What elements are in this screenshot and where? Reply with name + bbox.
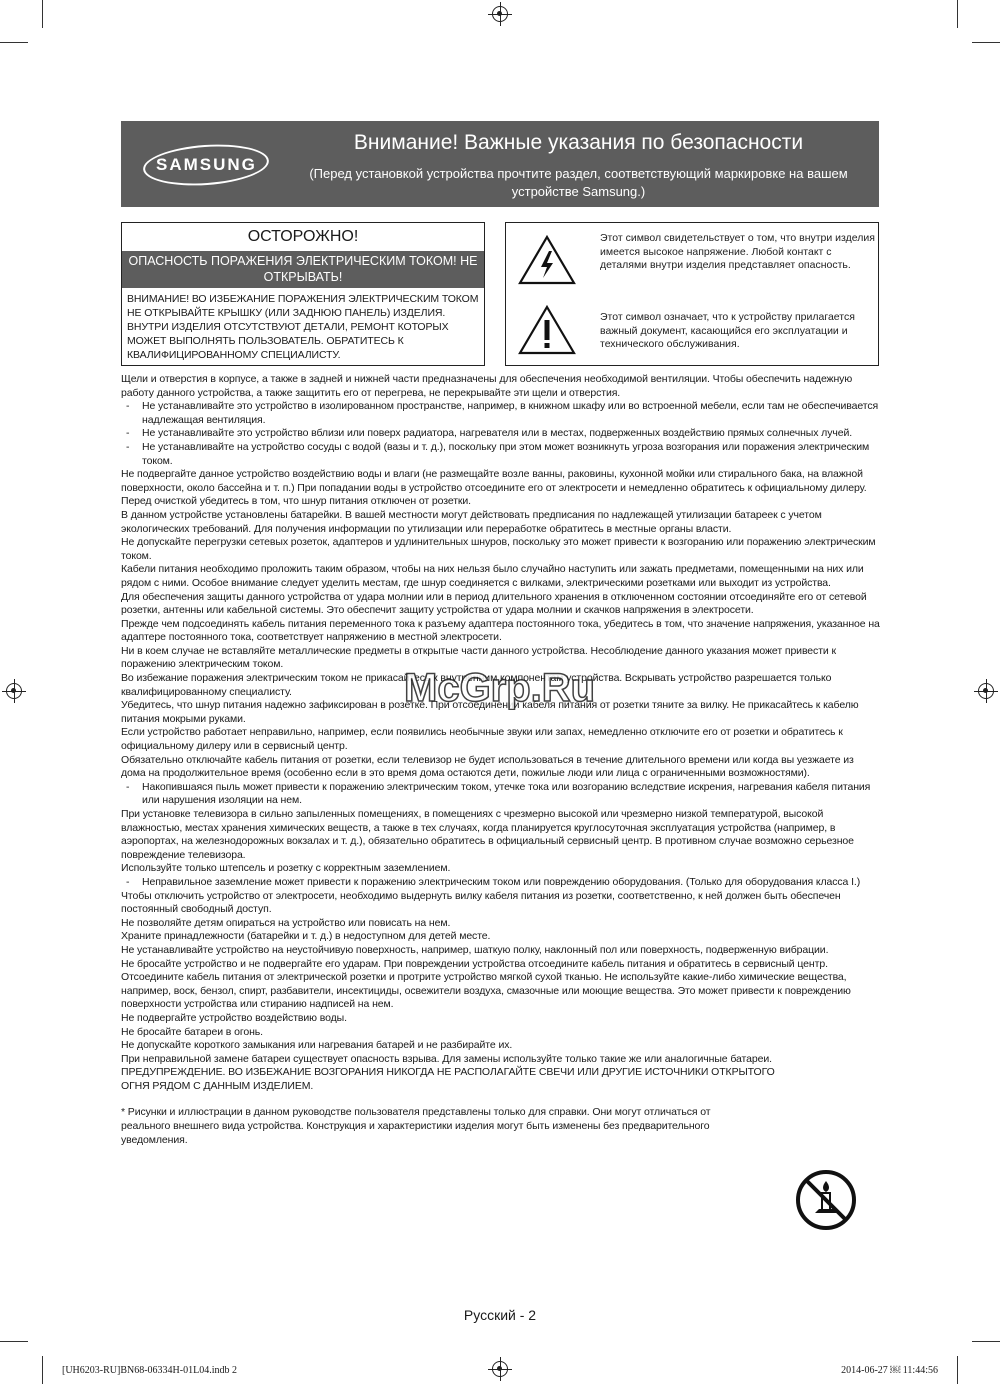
paragraph: Во избежание поражения электрическим током не прикасайтесь к внутренним компонентам устройства. Вскрывать устройство разрешается только квалифицированному специалисту. [121,672,832,698]
no-open-flame-icon [795,1169,857,1231]
bullet-item: - Неправильное заземление может привести к поражению электрическим током или повреждению оборудования. (Только для оборудования класса I.) [121,876,881,890]
print-timestamp: 2014-06-27 ￼ 11:44:56 [841,1365,938,1376]
brand-name: SAMSUNG [155,155,257,174]
caution-title: ОСТОРОЖНО! [247,228,359,245]
paragraph: Не позволяйте детям опираться на устройство или повисать на нем. [121,916,451,929]
paragraph: Ни в коем случае не вставляйте металлические предметы в открытые части данного устройства. Несоблюдение данного указания может привести к поражению электрическим током. [121,644,836,671]
paragraph: Кабели питания необходимо проложить таким образом, чтобы на них нельзя было случайно наступить или зажать предметами, помещенными на них или рядом с ними. Особое внимание следует уделить местам, где шнур соединяется с вилками, электрическими розетками или выходит из устройства. [121,563,864,589]
caution-band: ОПАСНОСТЬ ПОРАЖЕНИЯ ЭЛЕКТРИЧЕСКИМ ТОКОМ! НЕ ОТКРЫВАТЬ! [122,251,484,288]
paragraph: При неправильной замене батареи существует опасность взрыва. Для замены используйте только такие же или аналогичные батареи. [121,1052,772,1065]
paragraph: Используйте только штепсель и розетку с корректным заземлением. [121,862,451,875]
bullet-item: - Не устанавливайте это устройство вблизи или поверх радиатора, нагревателя или в местах, подверженных воздействию прямых солнечных лучей. [121,427,881,441]
crop-mark [0,42,28,43]
warning-paragraph: ПРЕДУПРЕЖДЕНИЕ. ВО ИЗБЕЖАНИЕ ВОЗГОРАНИЯ НИКОГДА НЕ РАСПОЛАГАЙТЕ СВЕЧИ ИЛИ ДРУГИЕ ИСТОЧНИКИ ОТКРЫТОГО ОГНЯ РЯДОМ С ДАННЫМ ИЗДЕЛИЕМ. [121,1066,775,1092]
caution-box [121,222,485,366]
important-document-warning-icon [518,305,576,355]
paragraph: При установке телевизора в сильно запыленных помещениях, в помещениях с чрезмерно высокой или чрезмерно низкой температурой, высокой влажностью, местах хранения химических веществ, а также в тех случаях, когда планируется круглосуточная эксплуатация устройства (например, в аэропортах, на железнодорожных вокзалах и т. д.), обязательно обратитесь в официальный сервисный центр. В противном случае возможно серьезное повреждение телевизора. [121,808,854,861]
footnote: * Рисунки и иллюстрации в данном руководстве пользователя представлены только для справки. Они могут отличаться от реального внешнего вида устройства. Конструкция и характеристики изделия могут быть изменены без предварительного уведомления. [121,1106,711,1146]
paragraph: Не бросайте устройство и не подвергайте его ударам. При повреждении устройства отсоедините кабель питания и обратитесь в сервисный центр. [121,957,828,970]
header-banner [121,121,879,207]
page-number: Русский - 2 [463,1307,537,1323]
paragraph: Храните принадлежности (батарейки и т. д.) в недоступном для детей месте. [121,930,491,943]
paragraph: Чтобы отключить устройство от электросети, необходимо выдернуть вилку кабеля питания из розетки, соответственно, к ней должен быть обеспечен постоянный свободный доступ. [121,889,841,916]
symbol-box [505,222,879,366]
bullet-item: - Накопившаяся пыль может привести к поражению электрическим током, утечке тока или возгоранию вследствие искрения, нагревания кабеля питания или нарушения изоляции на нем. [121,781,881,808]
voltage-symbol-text: Этот символ свидетельствует о том, что внутри изделия имеется высокое напряжение. Любой контакт с деталями внутри изделия представляет опасность. [600,232,875,271]
crop-mark [972,1341,1000,1342]
file-info: [UH6203-RU]BN68-06334H-01L04.indb 2 [62,1365,237,1376]
bullet-item: - Не устанавливайте это устройство в изолированном пространстве, например, в книжном шкафу или во встроенной мебели, если там не обеспечивается надлежащая вентиляция. [121,400,881,427]
safety-instructions [121,373,881,1147]
registration-mark-icon [6,683,22,699]
paragraph: Убедитесь, что шнур питания надежно зафиксирован в розетке. При отсоединении кабеля питания от розетки тяните за вилку. Не прикасайтесь к кабелю питания мокрыми руками. [121,699,859,725]
crop-mark [42,1356,43,1384]
paragraph: Не подвергайте данное устройство воздействию воды и влаги (не размещайте возле ванны, раковины, кухонной мойки или стирального бака, на влажной поверхности, около бассейна и т. п.) При попадании воды в устройство отсоедините его от электросети и немедленно обратитесь к официальному дилеру. Перед очисткой убедитесь в том, что шнур питания отключен от розетки. [121,468,867,508]
paragraph: Для обеспечения защиты данного устройства от удара молнии или в период длительного хранения в отключенном состоянии отсоединяйте его от сетевой розетки, антенны или кабельной системы. Это обеспечит защиту устройства от удара молнии и скачков напряжения в электросети. [121,590,867,617]
crop-mark [0,1341,28,1342]
crop-mark [42,0,43,28]
registration-mark-icon [492,6,508,22]
paragraph: В данном устройстве установлены батарейки. В вашей местности могут действовать предписания по надлежащей утилизации батареек с учетом экологических требований. Для получения информации по утилизации или переработке обратитесь в местные органы власти. [121,508,822,535]
paragraph: Щели и отверстия в корпусе, а также в задней и нижней части предназначены для обеспечения необходимой вентиляции. Чтобы обеспечить надежную работу данного устройства, а также защитить его от перегрева, не перекрывайте эти щели и отверстия. [121,373,853,399]
high-voltage-warning-icon [518,235,576,285]
bullet-item: - Не устанавливайте на устройство сосуды с водой (вазы и т. д.), поскольку при этом может возникнуть угроза возгорания или поражения электрическим током. [121,441,881,468]
crop-mark [972,42,1000,43]
paragraph: Не допускайте короткого замыкания или нагревания батарей и не разбирайте их. [121,1039,513,1052]
watermark: McGrp.Ru [404,666,596,710]
paragraph: Прежде чем подсоединять кабель питания переменного тока к разъему адаптера постоянного тока, убедитесь в том, что значение напряжения, указанное на адаптере постоянного тока, соответствует напряжению в местной электросети. [121,617,880,644]
samsung-logo [142,141,270,190]
paragraph: Не бросайте батареи в огонь. [121,1025,263,1038]
paragraph: Обязательно отключайте кабель питания от розетки, если телевизор не будет использоваться в течение длительного времени или когда вы уезжаете из дома на продолжительное время (особенно если в это время дома остаются дети, пожилые люди или лица с ограниченными возможностями). [121,753,854,780]
caution-text: ВНИМАНИЕ! ВО ИЗБЕЖАНИЕ ПОРАЖЕНИЯ ЭЛЕКТРИЧЕСКИМ ТОКОМ НЕ ОТКРЫВАЙТЕ КРЫШКУ (ИЛИ ЗАДНЮЮ ПАНЕЛЬ) ИЗДЕЛИЯ. ВНУТРИ ИЗДЕЛИЯ ОТСУТСТВУЮТ ДЕТАЛИ, РЕМОНТ КОТОРЫХ МОЖЕТ ВЫПОЛНЯТЬ ПОЛЬЗОВАТЕЛЬ. ОБРАТИТЕСЬ К КВАЛИФИЦИРОВАННОМУ СПЕЦИАЛИСТУ. [127,293,479,361]
paragraph: Если устройство работает неправильно, например, если появились необычные звуки или запах, немедленно отключите его от розетки и обратитесь к официальному дилеру или в сервисный центр. [121,726,843,753]
crop-mark [957,0,958,28]
paragraph: Не допускайте перегрузки сетевых розеток, адаптеров и удлинительных шнуров, поскольку это может привести к возгоранию или поражению электрическим током. [121,536,876,562]
registration-mark-icon [492,1361,508,1377]
crop-mark [957,1356,958,1384]
page-subtitle: (Перед установкой устройства прочтите раздел, соответствующий маркировке на вашем устройстве Samsung.) [309,166,848,199]
paragraph: Отсоедините кабель питания от электрической розетки и протрите устройство мягкой сухой тканью. Не используйте какие-либо химические вещества, например, воск, бензол, спирт, разбавители, инсектициды, освежители воздуха, смазочные или моющие вещества. Это может привести к повреждению поверхности устройства или стиранию надписей на нем. [121,971,851,1011]
registration-mark-icon [978,683,994,699]
paragraph: Не устанавливайте устройство на неустойчивую поверхность, например, шаткую полку, наклонный пол или поверхность, подверженную вибрации. [121,943,829,956]
page-title: Внимание! Важные указания по безопасности [353,131,804,154]
paragraph: Не подвергайте устройство воздействию воды. [121,1011,347,1024]
document-symbol-text: Этот символ означает, что к устройству прилагается важный документ, касающийся его эксплуатации и технического обслуживания. [600,311,855,350]
